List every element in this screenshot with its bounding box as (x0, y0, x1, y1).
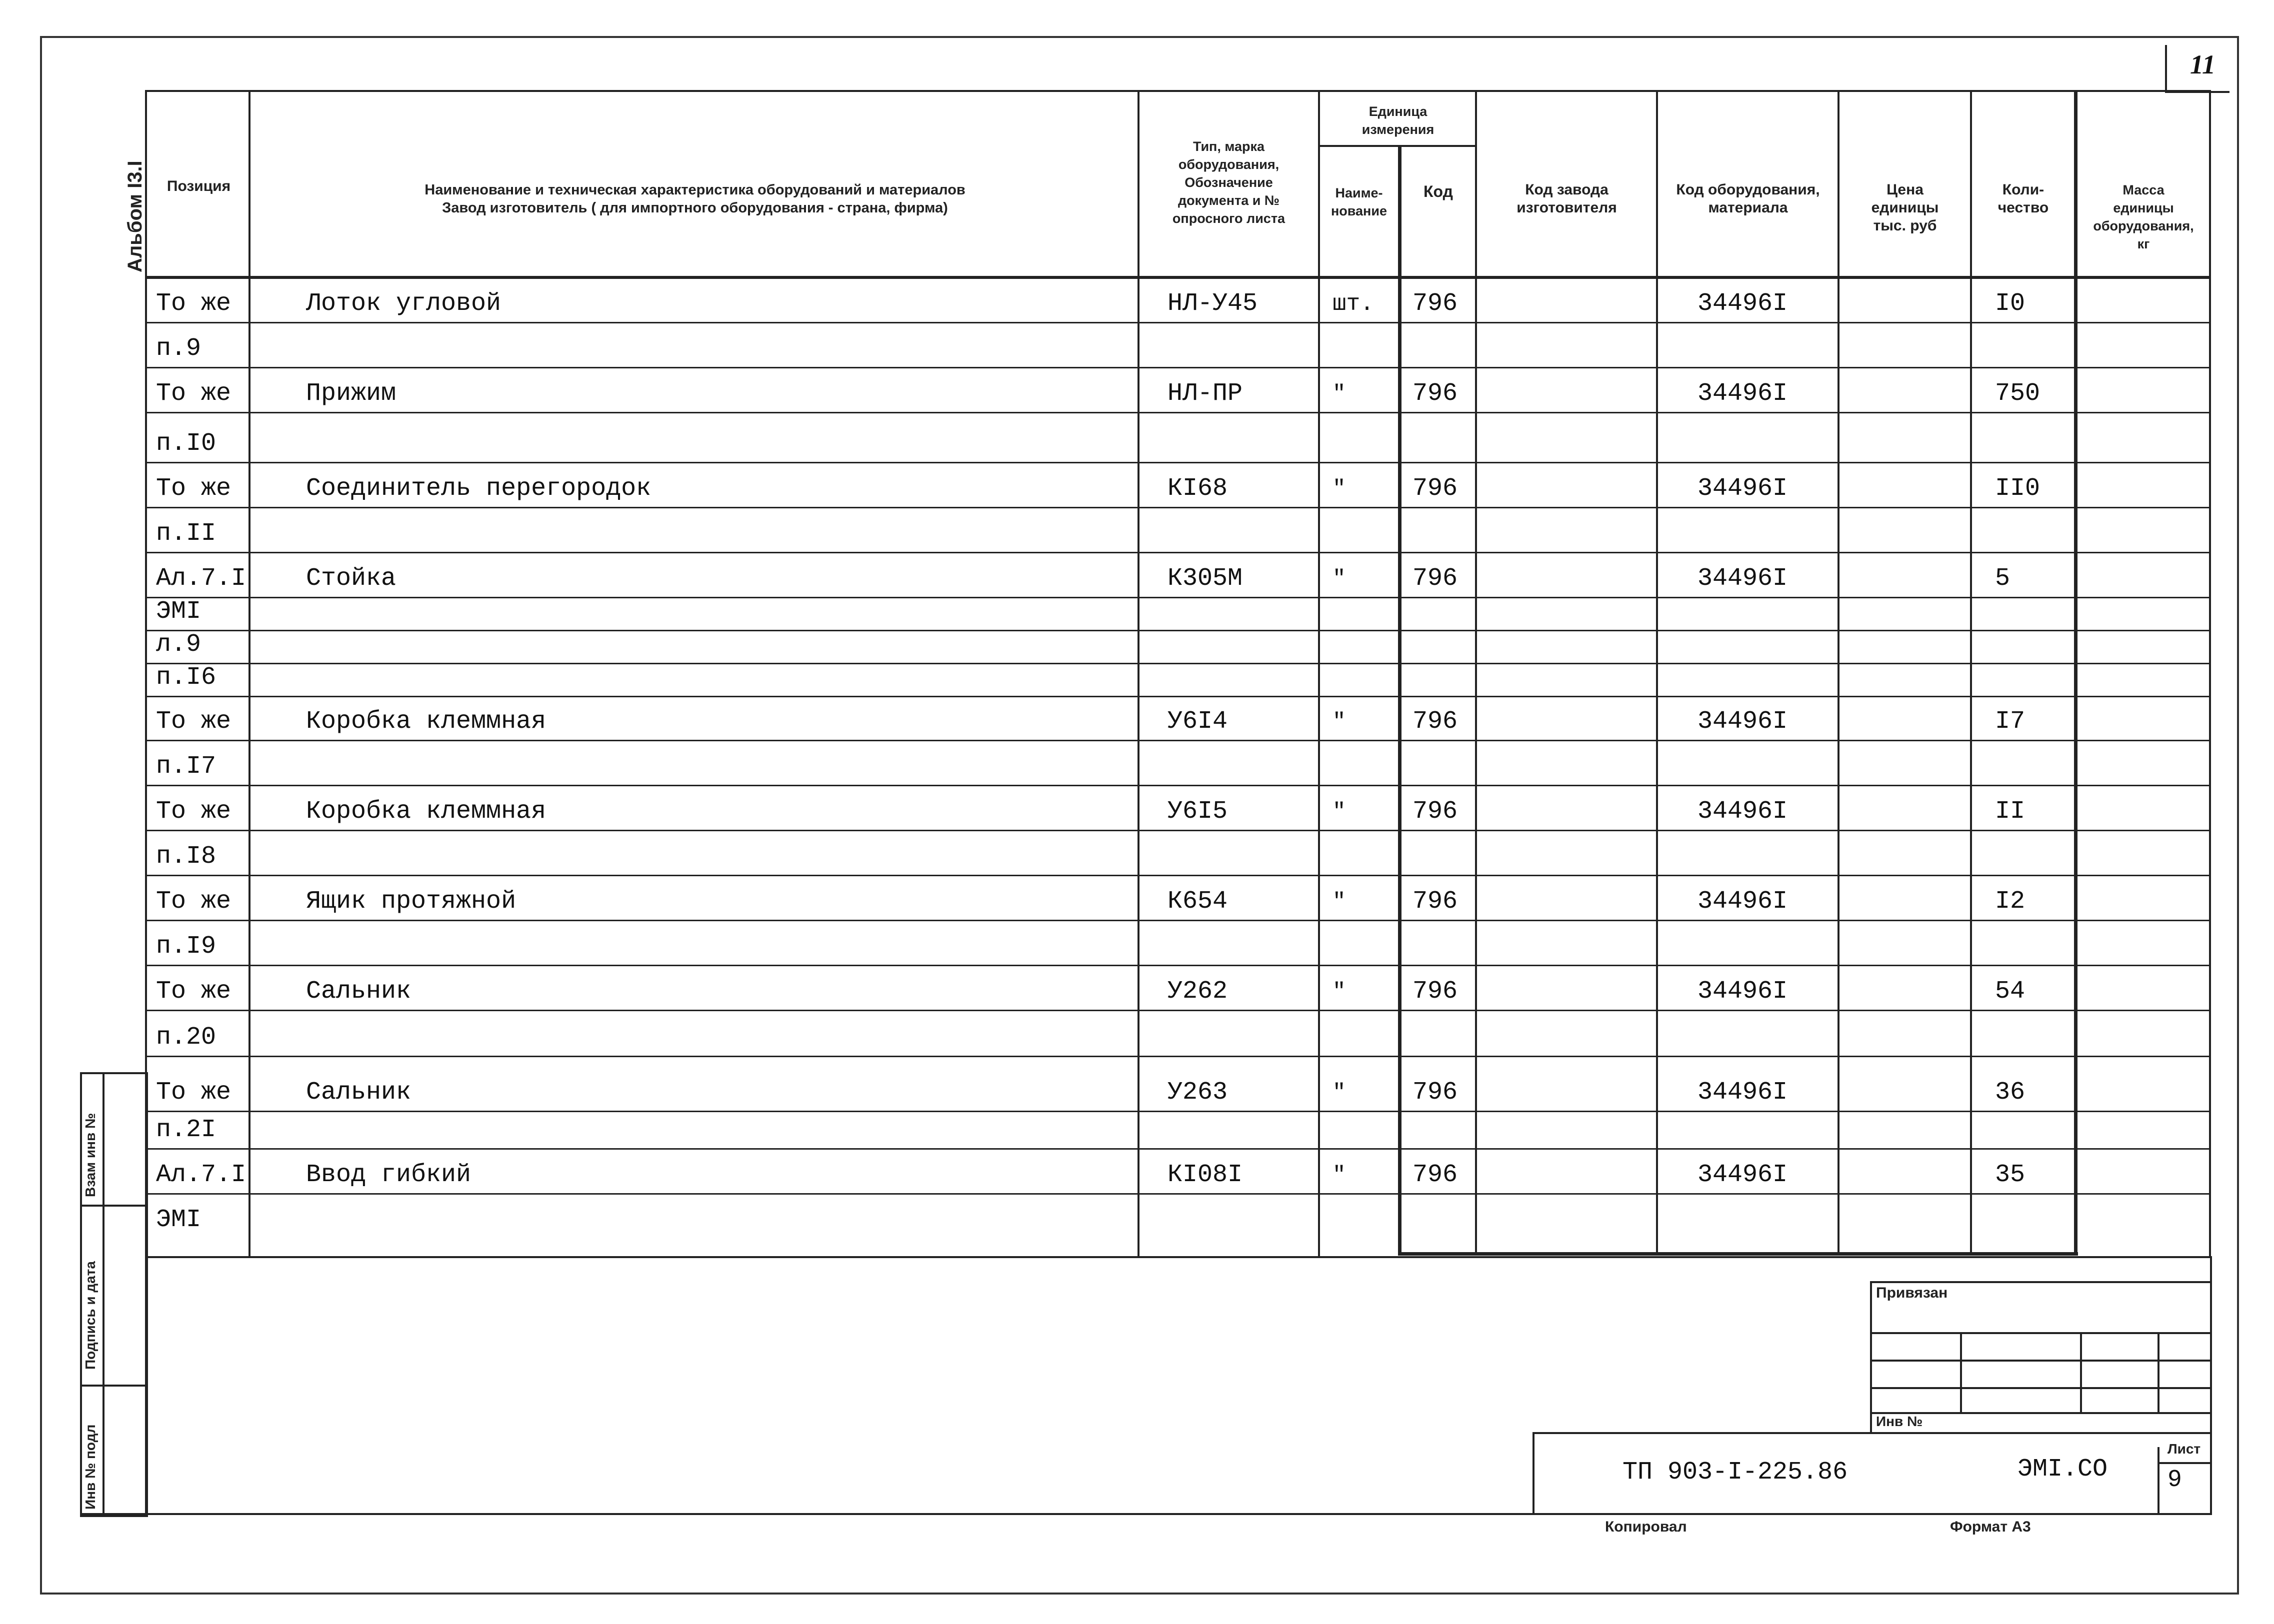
row-position: п.2I (156, 1116, 216, 1144)
row-name: Стойка (306, 564, 396, 593)
row-unit: шт. (1332, 291, 1374, 317)
row-type: КI08I (1168, 1161, 1243, 1189)
row-unit-code: 796 (1412, 707, 1458, 736)
sheet-number: 9 (2168, 1467, 2182, 1494)
document-mark: ЭМI.СО (2018, 1455, 2108, 1484)
header-equip-code-line2: материала (1708, 199, 1788, 216)
header-price-line3: тыс. руб (1873, 217, 1937, 234)
row-position: То же (156, 887, 232, 916)
header-unit (1320, 102, 1476, 138)
row-qty: 54 (1995, 977, 2026, 1006)
row-equip-code: 34496I (1698, 707, 1788, 736)
row-unit-code: 796 (1412, 379, 1458, 408)
row-unit-code: 796 (1412, 289, 1458, 318)
side-stamp-line-2 (80, 1385, 146, 1387)
row-position: То же (156, 797, 232, 826)
corner-sheet-number: 11 (2190, 49, 2216, 79)
row-position: То же (156, 977, 232, 1006)
row-qty: 750 (1995, 379, 2040, 408)
row-unit: " (1332, 1163, 1346, 1188)
row-name: Ввод гибкий (306, 1161, 472, 1189)
privyazan-col-2 (2080, 1332, 2082, 1412)
row-name: Соединитель перегородок (306, 474, 652, 503)
unit-subheader-line (1318, 145, 1477, 147)
header-position: Позиция (166, 178, 231, 194)
row-position: л.9 (156, 630, 202, 659)
row-unit: " (1332, 799, 1346, 824)
header-name-line1: Наименование и техническая характеристика оборудований и материалов (424, 182, 966, 198)
header-plant-code-line2: изготовителя (1516, 199, 1617, 216)
table-row (145, 631, 2210, 664)
row-type: У262 (1168, 977, 1228, 1006)
header-unit-line1: Единица (1368, 104, 1428, 119)
row-position: Ал.7.I (156, 1161, 246, 1189)
row-type: НЛ-ПР (1168, 379, 1243, 408)
data-block-bottom (1398, 1252, 2078, 1256)
header-name (255, 181, 1135, 217)
header-equip-code-line1: Код оборудования, (1676, 181, 1820, 198)
header-qty-line2: чество (1998, 199, 2049, 216)
header-plant-code (1478, 181, 1656, 217)
row-position: п.9 (156, 334, 202, 363)
header-type (1140, 137, 1318, 227)
row-name: Прижим (306, 379, 396, 408)
row-position: То же (156, 474, 232, 503)
header-mass-line1: Масса (2122, 182, 2164, 197)
copied-label: Копировал (1605, 1519, 1687, 1535)
table-row (145, 508, 2210, 553)
row-equip-code: 34496I (1698, 379, 1788, 408)
row-position: ЭМI (156, 1206, 202, 1234)
table-bottom (145, 1256, 2211, 1258)
row-equip-code: 34496I (1698, 1078, 1788, 1107)
row-type: У6I5 (1168, 797, 1228, 826)
title-block-sheet-line (2158, 1462, 2210, 1464)
side-stamp-inv-podl: Инв № подл (82, 1424, 98, 1510)
table-row (145, 664, 2210, 697)
inv-no-label: Инв № (1876, 1414, 1923, 1429)
row-position: То же (156, 289, 232, 318)
title-block-sheet-divider (2158, 1447, 2160, 1513)
row-unit: " (1332, 709, 1346, 734)
side-stamp-vzam: Взам инв № (82, 1113, 98, 1197)
privyazan-block (1870, 1281, 2212, 1434)
header-qty-line1: Коли- (2002, 181, 2044, 198)
table-row (145, 598, 2210, 631)
row-unit-code: 796 (1412, 887, 1458, 916)
row-unit-code: 796 (1412, 564, 1458, 593)
header-mass (2078, 181, 2210, 253)
row-qty: 5 (1995, 564, 2010, 593)
header-unit-line2: измерения (1362, 122, 1434, 137)
row-qty: I0 (1995, 289, 2026, 318)
row-name: Сальник (306, 1078, 412, 1107)
row-unit-code: 796 (1412, 474, 1458, 503)
row-equip-code: 34496I (1698, 887, 1788, 916)
header-plant-code-line1: Код завода (1525, 181, 1608, 198)
header-type-line5: опросного листа (1172, 211, 1286, 226)
format-label: Формат А3 (1950, 1519, 2031, 1535)
row-unit: " (1332, 1080, 1346, 1105)
row-name: Лоток угловой (306, 289, 502, 318)
table-row (145, 1011, 2210, 1057)
body-left-border (145, 1256, 147, 1516)
row-type: НЛ-У45 (1168, 289, 1258, 318)
row-qty: 36 (1995, 1078, 2026, 1107)
header-unit-name (1320, 184, 1398, 220)
row-position: ЭМI (156, 597, 202, 626)
row-position: То же (156, 707, 232, 736)
header-unit-code: Код (1424, 182, 1453, 200)
row-position: п.I6 (156, 663, 216, 692)
header-type-line2: оборудования, (1178, 157, 1280, 172)
header-equip-code (1658, 181, 1838, 217)
row-type: К305М (1168, 564, 1243, 593)
row-qty: 35 (1995, 1161, 2026, 1189)
row-equip-code: 34496I (1698, 474, 1788, 503)
header-price (1840, 181, 1970, 235)
row-type: У263 (1168, 1078, 1228, 1107)
row-name: Ящик протяжной (306, 887, 516, 916)
header-mass-line4: кг (2137, 236, 2150, 251)
row-qty: I7 (1995, 707, 2026, 736)
header-mass-line2: единицы (2113, 200, 2174, 215)
row-qty: II (1995, 797, 2026, 826)
sheet-label: Лист (2168, 1441, 2201, 1457)
row-position: п.I8 (156, 842, 216, 871)
row-qty: I2 (1995, 887, 2026, 916)
row-position: п.I9 (156, 932, 216, 961)
row-qty: II0 (1995, 474, 2040, 503)
header-type-line3: Обозначение (1184, 175, 1273, 190)
table-row (145, 323, 2210, 368)
table-row (145, 741, 2210, 786)
row-unit: " (1332, 476, 1346, 501)
row-position: п.I7 (156, 752, 216, 781)
row-type: К654 (1168, 887, 1228, 916)
row-type: У6I4 (1168, 707, 1228, 736)
row-unit-code: 796 (1412, 1078, 1458, 1107)
row-position: То же (156, 379, 232, 408)
row-unit-code: 796 (1412, 797, 1458, 826)
header-unit-name-line2: нование (1331, 203, 1387, 218)
row-unit: " (1332, 381, 1346, 406)
row-equip-code: 34496I (1698, 289, 1788, 318)
header-price-line2: единицы (1871, 199, 1939, 216)
row-unit-code: 796 (1412, 977, 1458, 1006)
table-row (145, 831, 2210, 876)
side-stamp-line-1 (80, 1205, 146, 1207)
document-code: ТП 903-I-225.86 (1622, 1458, 1848, 1487)
row-equip-code: 34496I (1698, 564, 1788, 593)
row-name: Коробка клеммная (306, 707, 546, 736)
row-equip-code: 34496I (1698, 977, 1788, 1006)
header-type-line1: Тип, марка (1192, 139, 1265, 154)
header-qty (1972, 181, 2074, 217)
row-position: То же (156, 1078, 232, 1107)
side-stamp-divider (102, 1072, 104, 1513)
header-type-line4: документа и № (1178, 193, 1280, 208)
row-unit: " (1332, 979, 1346, 1004)
row-unit: " (1332, 889, 1346, 914)
row-type: КI68 (1168, 474, 1228, 503)
header-price-line1: Цена (1886, 181, 1924, 198)
row-position: п.20 (156, 1023, 216, 1052)
table-row (145, 1112, 2210, 1149)
row-name: Сальник (306, 977, 412, 1006)
privyazan-col-1 (1960, 1332, 1962, 1412)
row-unit-code: 796 (1412, 1161, 1458, 1189)
table-row (145, 1194, 2210, 1239)
row-equip-code: 34496I (1698, 1161, 1788, 1189)
row-name: Коробка клеммная (306, 797, 546, 826)
table-row (145, 921, 2210, 966)
header-unit-name-line1: Наиме- (1335, 185, 1383, 200)
row-equip-code: 34496I (1698, 797, 1788, 826)
album-label: Альбом I3.I (124, 160, 146, 272)
side-stamp-podpis: Подпись и дата (82, 1261, 98, 1370)
header-name-line2: Завод изготовитель ( для импортного оборудования - страна, фирма) (442, 200, 948, 216)
header-mass-line3: оборудования, (2093, 218, 2194, 233)
table-row (145, 413, 2210, 463)
row-position: п.II (156, 519, 216, 548)
row-position: п.I0 (156, 429, 216, 458)
privyazan-col-3 (2158, 1332, 2160, 1412)
row-position: Ал.7.I (156, 564, 246, 593)
privyazan-label: Привязан (1876, 1285, 1948, 1301)
row-unit: " (1332, 566, 1346, 591)
